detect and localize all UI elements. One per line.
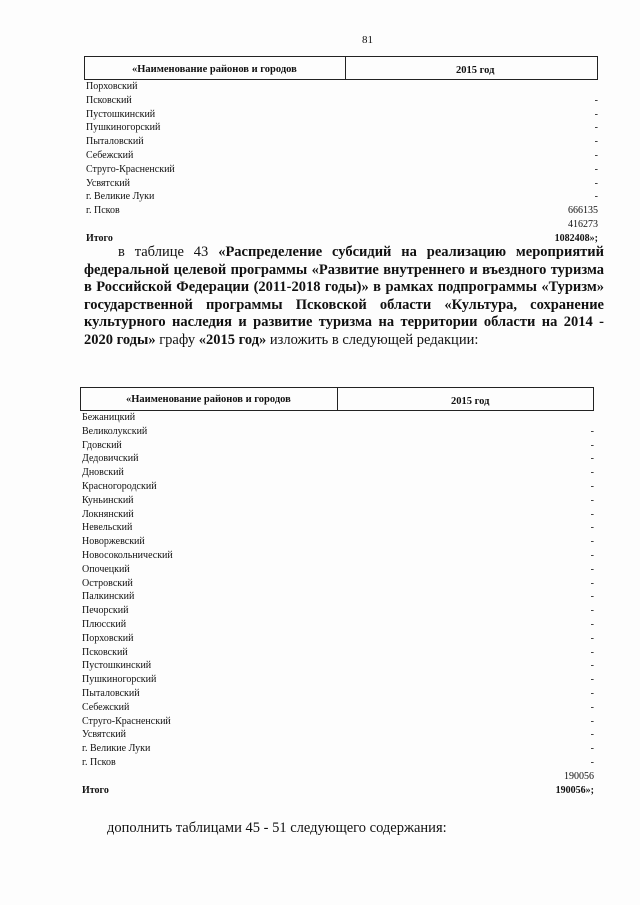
district-name: г. Великие Луки [82, 743, 151, 755]
district-name: Куньинский [82, 494, 134, 506]
closing-text: дополнить таблицами 45 - 51 следующего содержания: [107, 820, 447, 836]
district-name: Псковский [82, 646, 128, 658]
district-name: г. Великие Луки [86, 191, 155, 203]
amount-value: 190056 [564, 770, 594, 782]
table-row [80, 563, 594, 577]
table-row [80, 770, 594, 784]
amount-value: - [594, 136, 598, 148]
table-row [80, 728, 594, 742]
table-row [80, 618, 594, 632]
district-name: Пустошкинский [86, 108, 156, 120]
paragraph-text: изложить в следующей редакции: [266, 331, 479, 348]
table-row [84, 121, 598, 135]
table-header [80, 387, 594, 411]
total-value: 1082408»; [554, 232, 598, 244]
amount-value: 416273 [568, 218, 598, 230]
table-row [80, 466, 594, 480]
total-row [80, 784, 594, 798]
district-name: Гдовский [82, 439, 122, 451]
table-row [84, 135, 598, 149]
amount-value: - [590, 549, 594, 561]
table-row [84, 204, 598, 218]
table-row [84, 108, 598, 122]
amount-value: - [590, 715, 594, 727]
table-body [80, 411, 594, 797]
page-number: 81 [362, 34, 373, 46]
subsidy-table-2 [80, 387, 594, 797]
amount-value: - [590, 591, 594, 603]
district-name: Печорский [82, 605, 129, 617]
amount-value: - [594, 108, 598, 120]
amount-value: 666135 [568, 205, 598, 217]
amount-value: - [590, 687, 594, 699]
district-name: Невельский [82, 522, 133, 534]
district-name: Великолукский [82, 425, 148, 437]
column-divider [337, 388, 338, 410]
amount-value: - [590, 660, 594, 672]
district-name: Усвятский [86, 177, 130, 189]
table-row [80, 411, 594, 425]
amount-value: - [590, 563, 594, 575]
total-value: 190056»; [555, 784, 594, 796]
table-row [80, 480, 594, 494]
amount-value: - [590, 646, 594, 658]
amount-value: - [590, 743, 594, 755]
district-name: Струго-Красненский [86, 163, 175, 175]
table-row [80, 425, 594, 439]
subsidy-table-1 [84, 56, 598, 246]
amount-value: - [590, 425, 594, 437]
amount-value: - [590, 508, 594, 520]
table-row [80, 687, 594, 701]
table-row [84, 163, 598, 177]
column-header-year: 2015 год [456, 65, 495, 76]
column-divider [345, 57, 346, 79]
district-name: Струго-Красненский [82, 715, 171, 727]
amendment-paragraph [84, 244, 604, 350]
table-row [80, 673, 594, 687]
table-row [80, 494, 594, 508]
amount-value: - [590, 701, 594, 713]
amount-value: - [590, 756, 594, 768]
district-name: Порховский [86, 81, 138, 92]
district-name: Пыталовский [86, 136, 144, 148]
district-name: г. Псков [82, 756, 116, 768]
district-name: Порховский [82, 632, 134, 644]
table-row [80, 439, 594, 453]
district-name: Дедовичский [82, 453, 139, 465]
amount-value: - [594, 149, 598, 161]
district-name: Новоржевский [82, 536, 145, 548]
table-row [80, 742, 594, 756]
district-name: Локнянский [82, 508, 134, 520]
amount-value: - [590, 522, 594, 534]
column-header-name: «Наименование районов и городов [126, 394, 291, 405]
district-name: Опочецкий [82, 563, 130, 575]
amount-value: - [590, 453, 594, 465]
table-row [80, 590, 594, 604]
amount-value: - [590, 605, 594, 617]
district-name: Усвятский [82, 729, 126, 741]
table-row [80, 535, 594, 549]
total-label: Итого [86, 232, 113, 244]
district-name: Палкинский [82, 591, 135, 603]
table-row [80, 701, 594, 715]
table-row [84, 190, 598, 204]
district-name: Пушкиногорский [82, 674, 157, 686]
district-name: Пустошкинский [82, 660, 152, 672]
amount-value: - [590, 467, 594, 479]
district-name: Красногородский [82, 480, 157, 492]
amount-value: - [590, 632, 594, 644]
district-name: Бежаницкий [82, 412, 136, 423]
amount-value: - [594, 122, 598, 134]
district-name: Островский [82, 577, 133, 589]
amount-value: - [594, 191, 598, 203]
column-header-name: «Наименование районов и городов [132, 64, 297, 75]
district-name: г. Псков [86, 205, 120, 217]
table-row [80, 508, 594, 522]
table-row [84, 149, 598, 163]
table-row [84, 218, 598, 232]
paragraph-text: графу [155, 331, 199, 348]
table-row [84, 80, 598, 94]
district-name: Дновский [82, 467, 124, 479]
table-row [80, 646, 594, 660]
column-header-year: 2015 год [451, 396, 490, 407]
district-name: Себежский [82, 701, 130, 713]
table-row [80, 604, 594, 618]
district-name: Плюсский [82, 618, 127, 630]
total-label: Итого [82, 784, 109, 796]
amount-value: - [590, 439, 594, 451]
amount-value: - [590, 494, 594, 506]
amount-value: - [590, 729, 594, 741]
table-row [84, 177, 598, 191]
amount-value: - [594, 94, 598, 106]
table-body [84, 80, 598, 246]
amount-value: - [590, 674, 594, 686]
table-row [80, 549, 594, 563]
table-row [80, 632, 594, 646]
amount-value: - [590, 577, 594, 589]
amount-value: - [590, 536, 594, 548]
paragraph-column-name: «2015 год» [198, 331, 267, 348]
amount-value: - [590, 480, 594, 492]
table-row [80, 452, 594, 466]
table-row [80, 659, 594, 673]
district-name: Псковский [86, 94, 132, 106]
amount-value: - [594, 177, 598, 189]
paragraph-table-title: «Распределение субсидий на реализацию мероприятий федеральной целевой программы «Развитие внутреннего и въездного туризма в Российской Федерации (2011-2018 годы)» в рамках подпрограммы «Туризм» государственной программы Псковской области «Культура, сохранение культурного наследия и развитие туризма на территории области на 2014 - 2020 годы» [84, 244, 604, 348]
table-header [84, 56, 598, 80]
table-row [80, 521, 594, 535]
district-name: Новосокольнический [82, 549, 173, 561]
paragraph-text: в таблице 43 [118, 244, 219, 260]
table-row [80, 715, 594, 729]
amount-value: - [590, 618, 594, 630]
table-row [80, 756, 594, 770]
district-name: Себежский [86, 149, 134, 161]
district-name: Пыталовский [82, 687, 140, 699]
district-name: Пушкиногорский [86, 122, 161, 134]
amount-value: - [594, 163, 598, 175]
table-row [84, 94, 598, 108]
table-row [80, 577, 594, 591]
